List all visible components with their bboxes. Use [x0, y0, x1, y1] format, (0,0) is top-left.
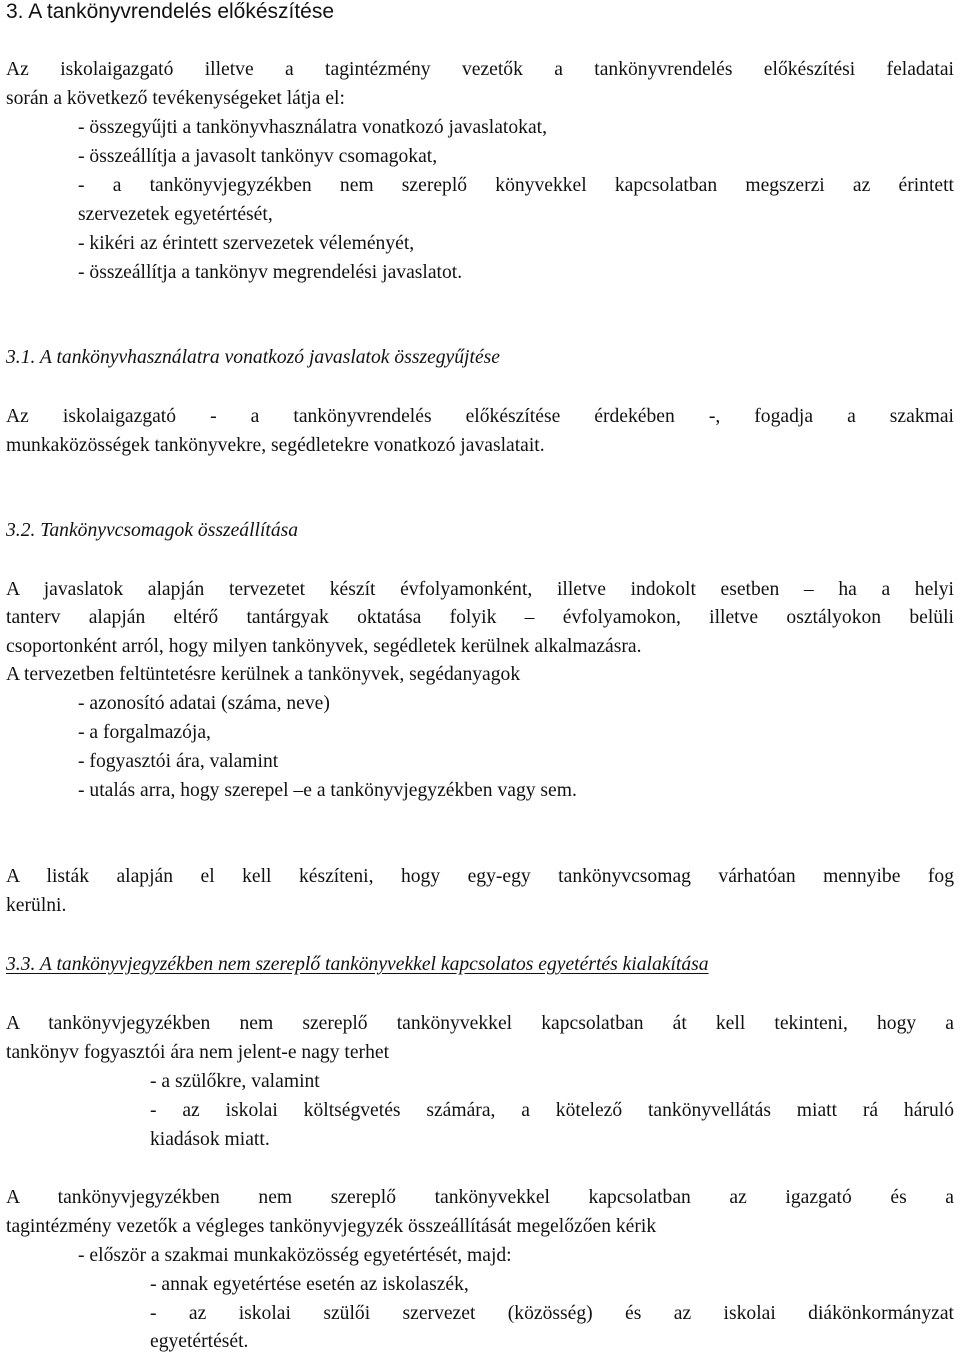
- subsection-3-1-title: 3.1. A tankönyvhasználatra vonatkozó javaslatok összegyűjtése: [6, 347, 500, 368]
- subsection-3-2-line-4: A tervezetben feltüntetésre kerülnek a tankönyvek, segédanyagok: [6, 664, 521, 685]
- subsection-3-3-para2-line-2: tagintézmény vezetők a végleges tankönyvjegyzék összeállítását megelőzően kérik: [6, 1216, 657, 1237]
- subsection-3-2-after-line-2: kerülni.: [6, 895, 67, 916]
- subsection-3-3-list-item: - az iskolai költségvetés számára, a kötelező tankönyvellátás miatt rá háruló: [150, 1100, 954, 1121]
- subsection-3-3-title: 3.3. A tankönyvjegyzékben nem szereplő tankönyvekkel kapcsolatos egyetértés kialakítása: [6, 954, 709, 975]
- intro-list-item: - összeállítja a tankönyv megrendelési javaslatot.: [78, 262, 463, 283]
- subsection-3-2-line-3: csoportonként arról, hogy milyen tankönyvek, segédletek kerülnek alkalmazásra.: [6, 636, 642, 657]
- subsection-3-3-line-2: tankönyv fogyasztói ára nem jelent-e nagy terhet: [6, 1042, 390, 1063]
- subsection-3-2-list-item: - a forgalmazója,: [78, 722, 211, 743]
- intro-line-2: során a következő tevékenységeket látja el:: [6, 88, 345, 109]
- intro-list-item: - kikéri az érintett szervezetek véleményét,: [78, 233, 415, 254]
- subsection-3-3-para2-item: - annak egyetértése esetén az iskolaszék,: [150, 1274, 469, 1295]
- subsection-3-2-list-item: - utalás arra, hogy szerepel –e a tankönyvjegyzékben vagy sem.: [78, 780, 577, 801]
- subsection-3-3-para2-item: - az iskolai szülői szervezet (közösség) és az iskolai diákönkormányzat: [150, 1303, 954, 1324]
- subsection-3-3-para2-line-1: A tankönyvjegyzékben nem szereplő tankönyvekkel kapcsolatban az igazgató és a: [6, 1187, 954, 1208]
- subsection-3-2-list-item: - fogyasztói ára, valamint: [78, 751, 279, 772]
- subsection-3-3-para2-item-continued: egyetértését.: [150, 1331, 249, 1352]
- subsection-3-2-list-item: - azonosító adatai (száma, neve): [78, 693, 330, 714]
- subsection-3-1-line-1: Az iskolaigazgató - a tankönyvrendelés előkészítése érdekében -, fogadja a szakmai: [6, 406, 954, 427]
- subsection-3-1-line-2: munkaközösségek tankönyvekre, segédletekre vonatkozó javaslatait.: [6, 435, 545, 456]
- subsection-3-2-after-line-1: A listák alapján el kell készíteni, hogy egy-egy tankönyvcsomag várhatóan mennyibe fog: [6, 866, 954, 887]
- intro-list-item: - összegyűjti a tankönyvhasználatra vonatkozó javaslatokat,: [78, 117, 548, 138]
- intro-list-item: - a tankönyvjegyzékben nem szereplő könyvekkel kapcsolatban megszerzi az érintett: [78, 175, 954, 196]
- section-heading: 3. A tankönyvrendelés előkészítése: [6, 0, 335, 23]
- subsection-3-3-line-1: A tankönyvjegyzékben nem szereplő tankönyvekkel kapcsolatban át kell tekinteni, hogy a: [6, 1013, 954, 1034]
- subsection-3-3-list-item-continued: kiadások miatt.: [150, 1129, 270, 1150]
- intro-list-item: - összeállítja a javasolt tankönyv csomagokat,: [78, 146, 438, 167]
- subsection-3-2-title: 3.2. Tankönyvcsomagok összeállítása: [6, 520, 299, 541]
- intro-line-1: Az iskolaigazgató illetve a tagintézmény vezetők a tankönyvrendelés előkészítési feladatai: [6, 59, 954, 80]
- subsection-3-2-line-1: A javaslatok alapján tervezetet készít évfolyamonként, illetve indokolt esetben – ha a helyi: [6, 579, 954, 600]
- subsection-3-3-list-item: - a szülőkre, valamint: [150, 1071, 320, 1092]
- intro-list-item-continued: szervezetek egyetértését,: [78, 204, 273, 225]
- subsection-3-2-line-2: tanterv alapján eltérő tantárgyak oktatása folyik – évfolyamokon, illetve osztályokon belüli: [6, 607, 954, 628]
- subsection-3-3-para2-item: - először a szakmai munkaközösség egyetértését, majd:: [78, 1245, 512, 1266]
